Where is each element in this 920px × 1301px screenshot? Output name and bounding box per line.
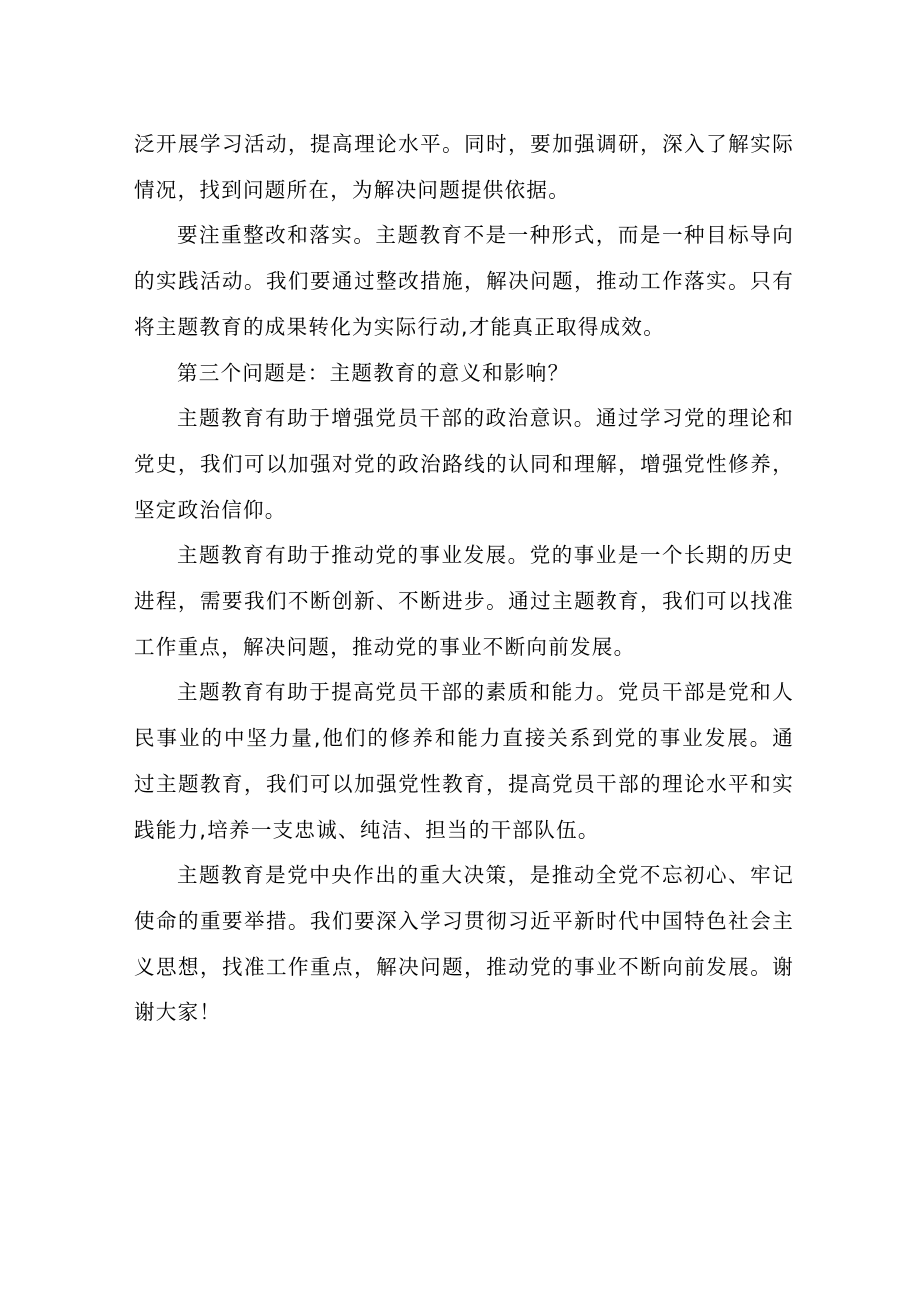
paragraph-continued-from-previous-page: 泛开展学习活动，提高理论水平。同时，要加强调研，深入了解实际情况，找到问题所在，为解决问题提供依据。 bbox=[134, 132, 794, 202]
paragraph-party-cause-development: 主题教育有助于推动党的事业发展。党的事业是一个长期的历史进程，需要我们不断创新、不断进步。通过主题教育，我们可以找准工作重点，解决问题，推动党的事业不断向前发展。 bbox=[134, 543, 794, 659]
paragraph-political-awareness: 主题教育有助于增强党员干部的政治意识。通过学习党的理论和党史，我们可以加强对党的政治路线的认同和理解，增强党性修养，坚定政治信仰。 bbox=[134, 406, 794, 522]
paragraph-conclusion: 主题教育是党中央作出的重大决策，是推动全党不忘初心、牢记使命的重要举措。我们要深入学习贯彻习近平新时代中国特色社会主义思想，找准工作重点，解决问题，推动党的事业不断向前发展。谢谢大家！ bbox=[134, 863, 794, 1025]
document-body bbox=[134, 122, 794, 1036]
section-heading-third-question: 第三个问题是：主题教育的意义和影响？ bbox=[177, 360, 570, 385]
paragraph-rectification-implementation: 要注重整改和落实。主题教育不是一种形式，而是一种目标导向的实践活动。我们要通过整改措施，解决问题，推动工作落实。只有将主题教育的成果转化为实际行动,才能真正取得成效。 bbox=[134, 223, 794, 339]
paragraph-cadre-quality-ability: 主题教育有助于提高党员干部的素质和能力。党员干部是党和人民事业的中坚力量,他们的修养和能力直接关系到党的事业发展。通过主题教育，我们可以加强党性教育，提高党员干部的理论水平和实践能力,培养一支忠诚、纯洁、担当的干部队伍。 bbox=[134, 680, 794, 842]
